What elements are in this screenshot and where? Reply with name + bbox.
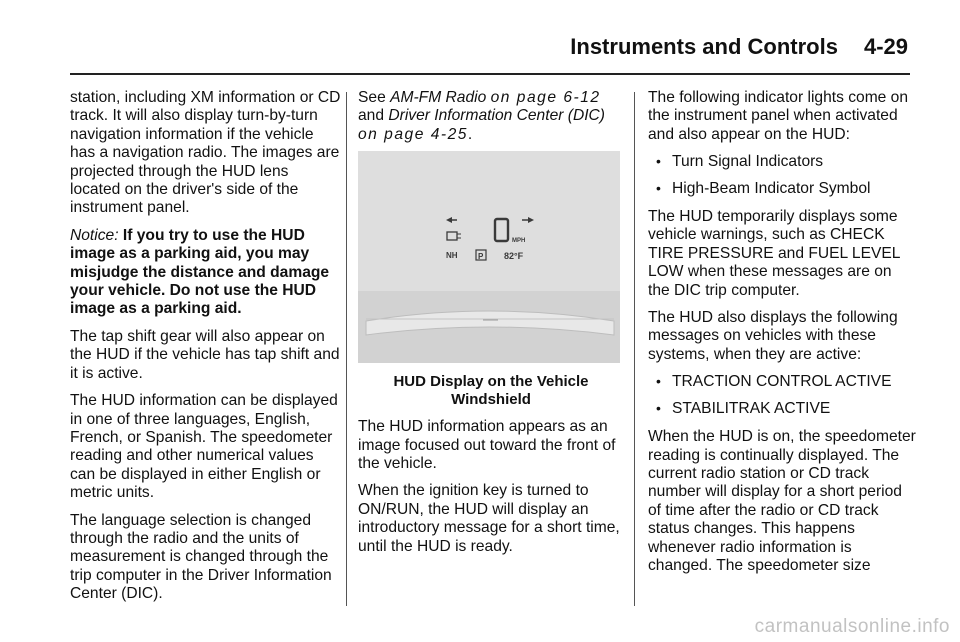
column-2	[358, 89, 624, 565]
bullet-icon: •	[656, 153, 661, 170]
speed-unit-label: MPH	[512, 238, 526, 245]
figure-caption: HUD Display on the Vehicle Windshield	[393, 373, 589, 409]
temperature-label: 82°F	[504, 251, 524, 262]
list-item	[648, 373, 916, 391]
paragraph: The HUD temporarily displays some vehicle warnings, such as CHECK TIRE PRESSURE and FUEL LEVEL LOW when these messages are on the DIC trip computer.	[648, 208, 900, 299]
paragraph: The language selection is changed through the radio and the units of measurement is changed through the trip computer in the Driver Information Center (DIC).	[70, 511, 332, 603]
list-item-text: STABILITRAK ACTIVE	[672, 399, 831, 417]
paragraph: The following indicator lights come on the instrument panel when activated and also appear on the HUD:	[648, 89, 909, 143]
paragraph: The HUD also displays the following messages on vehicles with these systems, when they are active:	[648, 309, 898, 363]
list-item	[648, 400, 916, 418]
paragraph: When the HUD is on, the speedometer reading is continually displayed. The current radio station or CD track number will display for a short period of time after the radio or CD track status changes. This happens whenever radio information is changed. The speedometer size	[648, 428, 916, 574]
list-item	[648, 180, 916, 198]
gear-indicator-label: P	[478, 252, 484, 262]
xref-page[interactable]: on page 6-12	[490, 89, 601, 106]
notice-label: Notice:	[70, 226, 119, 244]
hud-figure	[358, 151, 620, 363]
xref-page[interactable]: on page 4-25	[358, 125, 468, 143]
paragraph: The HUD information can be displayed in one of three languages, English, French, or Spanish. The speedometer reading and other numerical values can be displayed in either English or metric units.	[70, 392, 338, 502]
bullet-icon: •	[656, 373, 661, 390]
column-divider-1	[346, 92, 347, 606]
list-item-text: Turn Signal Indicators	[672, 153, 824, 171]
column-3	[648, 89, 916, 584]
column-divider-2	[634, 92, 635, 606]
bullet-icon: •	[656, 179, 661, 196]
list-item-text: High-Beam Indicator Symbol	[672, 179, 871, 197]
see-word: See	[358, 89, 386, 106]
paragraph: station, including XM information or CD track. It will also display turn-by-turn navigation information if the vehicle has a navigation radio. The images are projected through the HUD lens located on the driver's side of the instrument panel.	[70, 89, 341, 217]
xref-dic[interactable]: Driver Information Center (DIC)	[388, 107, 606, 125]
paragraph: The tap shift gear will also appear on the HUD if the vehicle has tap shift and it is active.	[70, 327, 340, 382]
page-number: 4-29	[863, 34, 908, 59]
and-word: and	[358, 107, 385, 125]
hud-figure-drawing	[358, 151, 620, 363]
header-rule	[70, 73, 910, 75]
list-item-text: TRACTION CONTROL ACTIVE	[672, 373, 892, 391]
notice-text: If you try to use the HUD image as a parking aid, you may misjudge the distance and damage your vehicle. Do not use the HUD image as a parking aid.	[70, 226, 330, 318]
section-title: Instruments and Controls	[570, 34, 838, 59]
message-list	[648, 373, 916, 418]
column-1	[70, 89, 342, 613]
watermark: carmanualsonline.info	[754, 616, 950, 637]
paragraph: When the ignition key is turned to ON/RUN, the HUD will display an introductory message for a short time, until the HUD is ready.	[358, 482, 620, 555]
indicator-list	[648, 153, 916, 198]
cross-reference	[358, 89, 624, 144]
notice	[70, 227, 342, 319]
radio-station-label: NH	[446, 251, 458, 261]
list-item	[648, 153, 916, 171]
period: .	[467, 125, 473, 143]
page-header	[70, 27, 908, 67]
paragraph: The HUD information appears as an image focused out toward the front of the vehicle.	[358, 418, 616, 473]
xref-am-fm-radio[interactable]: AM-FM Radio	[390, 89, 487, 106]
bullet-icon: •	[656, 399, 661, 416]
